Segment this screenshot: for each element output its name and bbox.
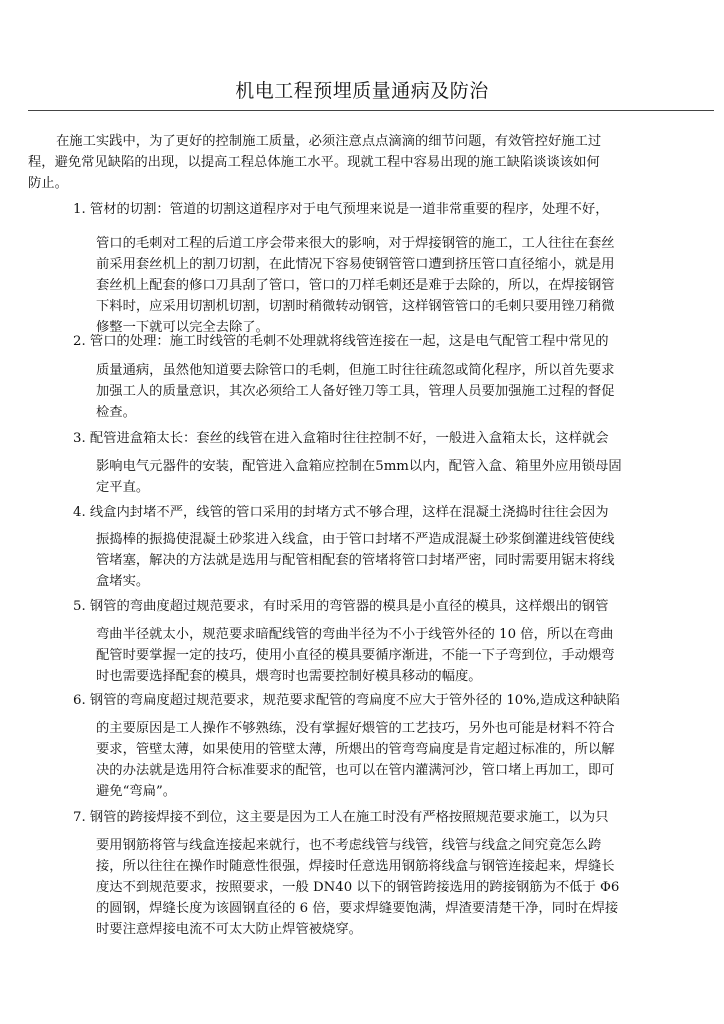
- item-line: 下料时，应采用切割机切割，切割时稍微转动钢管，这样钢管管口的毛刺只要用锉刀稍微: [96, 299, 615, 314]
- item-line: 管堵塞，解决的方法就是选用与配管相配套的管堵将管口封堵严密，同时需要用锯末将线: [96, 553, 615, 568]
- item-line: 前采用套丝机上的割刀切割，在此情况下容易使钢管管口遭到挤压管口直径缩小，就是用: [96, 257, 615, 272]
- item-line: 要用钢筋将管与线盒连接起来就行，也不考虑线管与线管，线管与线盒之间究竟怎么跨: [96, 838, 602, 853]
- item-line: 影响电气元器件的安装，配管进入盒箱应控制在5mm以内，配管入盒、箱里外应用锁母固: [96, 459, 622, 474]
- item-line: 振捣棒的振捣使混凝土砂浆进入线盒，由于管口封堵不严造成混凝土砂浆倒灌进线管使线: [96, 532, 615, 547]
- item-line: 修整一下就可以完全去除了。: [96, 320, 269, 335]
- item-line: 的主要原因是工人操作不够熟练，没有掌握好煨管的工艺技巧，另外也可能是材料不符合: [96, 721, 615, 736]
- item-line: 避免“弯扁”。: [96, 784, 177, 799]
- item-2-body: [96, 360, 712, 423]
- item-line: 要求，管壁太薄，如果使用的管壁太薄，所煨出的管弯弯扁度是肯定超过标准的，所以解: [96, 742, 615, 757]
- title-divider: [28, 110, 714, 111]
- item-5-body: [96, 624, 712, 687]
- item-3-body: [96, 456, 712, 498]
- item-1-body: [96, 233, 712, 338]
- item-line: 度达不到规范要求，按照要求，一般 DN40 以下的钢管跨接选用的跨接钢筋为不低于 Φ6: [96, 880, 620, 895]
- item-2-heading: 2. 管口的处理：施工时线管的毛刺不处理就将线管连接在一起，这是电气配管工程中常见的: [73, 334, 609, 349]
- item-5-heading: 5. 钢管的弯曲度超过规范要求，有时采用的弯管器的模具是小直径的模具，这样煨出的钢管: [73, 599, 609, 614]
- item-6-body: [96, 718, 712, 802]
- document-title: 机电工程预埋质量通病及防治: [235, 80, 489, 102]
- item-4-heading: 4. 线盒内封堵不严，线管的管口采用的封堵方式不够合理，这样在混凝土浇捣时往往会因为: [73, 505, 609, 520]
- item-line: 接，所以往往在操作时随意性很强，焊接时任意选用钢筋将线盒与钢管连接起来，焊缝长: [96, 859, 615, 874]
- item-line: 配管时要掌握一定的技巧，使用小直径的模具要循序渐进，不能一下子弯到位，手动煨弯: [96, 648, 615, 663]
- intro-line: 防止。: [28, 176, 68, 191]
- item-7-heading: 7. 钢管的跨接焊接不到位，这主要是因为工人在施工时没有严格按照规范要求施工，以为只: [73, 810, 609, 825]
- item-7-body: [96, 835, 712, 940]
- item-line: 时要注意焊接电流不可太大防止焊管被烧穿。: [96, 922, 362, 937]
- item-line: 套丝机上配套的修口刀具刮了管口，管口的刀样毛刺还是难于去除的，所以，在焊接钢管: [96, 278, 615, 293]
- item-line: 决的办法就是选用符合标准要求的配管，也可以在管内灌满河沙，管口堵上再加工，即可: [96, 763, 615, 778]
- item-line: 的圆钢，焊缝长度为该圆钢直径的 6 倍，要求焊缝要饱满，焊渣要清楚干净，同时在焊接: [96, 901, 619, 916]
- item-line: 管口的毛刺对工程的后道工序会带来很大的影响，对于焊接钢管的施工，工人往往在套丝: [96, 236, 615, 251]
- item-4-body: [96, 529, 712, 592]
- item-1-heading: 1. 管材的切割：管道的切割这道程序对于电气预埋来说是一道非常重要的程序，处理不好，: [73, 202, 609, 217]
- intro-paragraph: [28, 131, 716, 194]
- intro-line: 程，避免常见缺陷的出现，以提高工程总体施工水平。现就工程中容易出现的施工缺陷谈谈该如何: [28, 155, 600, 170]
- intro-line: 在施工实践中，为了更好的控制施工质量，必须注意点点滴滴的细节问题，有效管控好施工过: [56, 134, 602, 149]
- item-line: 检查。: [96, 405, 136, 420]
- item-line: 弯曲半径就太小，规范要求暗配线管的弯曲半径为不小于线管外径的 10 倍，所以在弯曲: [96, 627, 614, 642]
- item-line: 定平直。: [96, 480, 150, 495]
- item-line: 质量通病，虽然他知道要去除管口的毛刺，但施工时往往疏忽或简化程序，所以首先要求: [96, 363, 615, 378]
- item-3-heading: 3. 配管进盒箱太长：套丝的线管在进入盒箱时往往控制不好，一般进入盒箱太长，这样就会: [73, 431, 609, 446]
- item-line: 盒堵实。: [96, 574, 150, 589]
- item-line: 时也需要选择配套的模具，煨弯时也需要控制好模具移动的幅度。: [96, 669, 482, 684]
- item-6-heading: 6. 钢管的弯扁度超过规范要求，规范要求配管的弯扁度不应大于管外径的 10%,造成这种缺陷: [73, 693, 620, 708]
- item-line: 加强工人的质量意识，其次必须给工人备好锉刀等工具，管理人员要加强施工过程的督促: [96, 384, 615, 399]
